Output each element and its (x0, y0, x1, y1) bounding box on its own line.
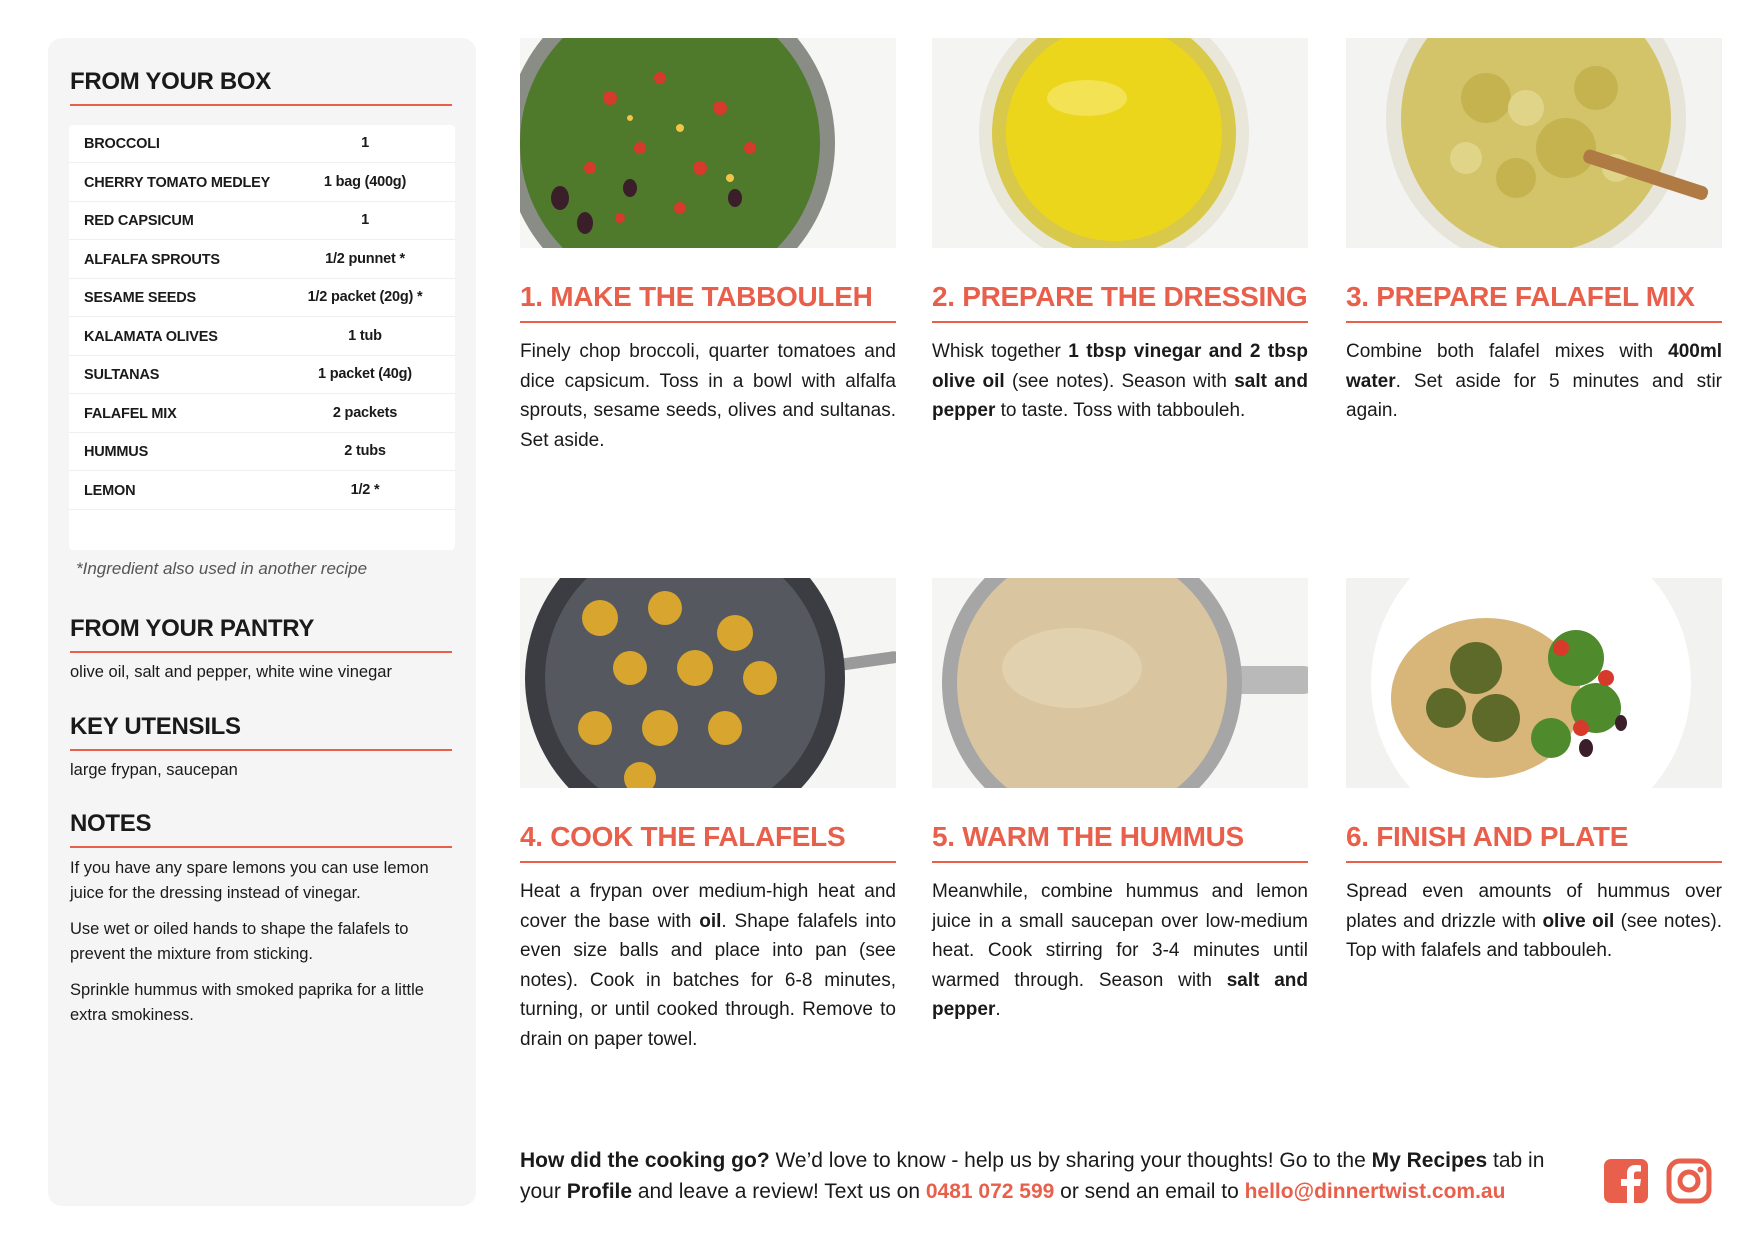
ingredient-name: KALAMATA OLIVES (84, 328, 218, 345)
ingredient-name: CHERRY TOMATO MEDLEY (84, 174, 271, 191)
ingredients-panel (48, 38, 476, 1206)
divider (1346, 861, 1722, 863)
profile-link[interactable]: Profile (566, 1180, 633, 1203)
ingredient-row (69, 241, 455, 279)
ingredient-name: HUMMUS (84, 444, 149, 460)
step-4-body (520, 877, 896, 1054)
ingredient-name: SULTANAS (84, 367, 160, 383)
step-6-title: 6. FINISH AND PLATE (1346, 821, 1629, 852)
instagram-icon[interactable] (1666, 1158, 1712, 1204)
instruction-text: Whisk together (932, 341, 1069, 362)
ingredient-quantity: 1 bag (400g) (323, 173, 407, 190)
ingredient-name: ALFALFA SPROUTS (84, 251, 220, 268)
ingredient-name: SESAME SEEDS (84, 290, 197, 306)
ingredient-row (69, 164, 455, 202)
instruction-text: . Shape falafels into even size balls and place into pan (see notes). Cook in batches for 6-8 minutes, turning, or until cooked through. Remove to drain on paper towel. (520, 910, 897, 1050)
ingredient-name: BROCCOLI (84, 136, 160, 152)
divider (70, 846, 452, 848)
ingredient-footnote: *Ingredient also used in another recipe (76, 559, 368, 578)
divider (520, 861, 896, 863)
my-recipes-link[interactable]: My Recipes (1371, 1149, 1488, 1172)
ingredient-name: FALAFEL MIX (84, 405, 177, 422)
divider (932, 861, 1308, 863)
step-2-title: 2. PREPARE THE DRESSING (932, 281, 1308, 312)
ingredient-quantity: 1 tub (348, 327, 382, 344)
utensils-title: KEY UTENSILS (70, 713, 241, 740)
instruction-text: Spread even amounts of hummus over plates and drizzle with (1346, 881, 1722, 932)
ingredient-quantity: 1/2 punnet * (325, 250, 405, 267)
highlighted-ingredient: 400ml water (1346, 341, 1722, 392)
notes-title: NOTES (70, 810, 152, 837)
feedback-text: and leave a review! Text us on (632, 1180, 926, 1203)
ingredient-row (69, 318, 455, 356)
ingredient-row (69, 395, 455, 433)
instruction-text: . (995, 999, 1001, 1020)
instruction-text: (see notes). Top with falafels and tabbouleh. (1346, 910, 1722, 961)
instruction-text: . Set aside for 5 minutes and stir again. (1346, 370, 1722, 421)
step-1-title: 1. MAKE THE TABBOULEH (520, 281, 873, 312)
note-2: Use wet or oiled hands to shape the falafels to prevent the mixture from sticking. (70, 920, 409, 963)
divider (70, 749, 452, 751)
tabbouleh-bowl-photo (520, 38, 896, 248)
from-your-box-title: FROM YOUR BOX (70, 68, 272, 95)
step-5-body (932, 877, 1308, 1025)
instruction-text: Finely chop broccoli, quarter tomatoes and dice capsicum. Toss in a bowl with alfalfa sprouts, sesame seeds, olives and sultanas. Set aside. (520, 341, 896, 451)
step-1-body (520, 337, 896, 455)
instruction-text: Combine both falafel mixes with (1346, 341, 1669, 362)
feedback-text: tab in your (520, 1149, 1545, 1203)
step-3-title: 3. PREPARE FALAFEL MIX (1346, 281, 1695, 312)
instruction-text: to taste. Toss with tabbouleh. (995, 400, 1246, 421)
plated-dish-photo (1346, 578, 1722, 788)
divider (1346, 321, 1722, 323)
dressing-bowl-photo (932, 38, 1308, 248)
divider (70, 651, 452, 653)
pantry-title: FROM YOUR PANTRY (70, 615, 315, 642)
facebook-icon[interactable] (1603, 1158, 1649, 1204)
ingredient-row (69, 202, 455, 240)
step-4-title: 4. COOK THE FALAFELS (520, 821, 846, 852)
ingredient-quantity: 1 packet (40g) (318, 366, 412, 382)
pantry-text: olive oil, salt and pepper, white wine vinegar (70, 663, 392, 681)
feedback-text: We’d love to know - help us by sharing your thoughts! Go to the (769, 1149, 1372, 1172)
ingredient-row (69, 279, 455, 317)
highlighted-ingredient: salt and pepper (932, 969, 1308, 1020)
falafels-frypan-photo (520, 578, 896, 788)
ingredient-quantity: 1 (361, 212, 369, 228)
ingredient-row (69, 125, 455, 163)
ingredient-quantity: 1/2 * (350, 481, 380, 498)
note-3: Sprinkle hummus with smoked paprika for a little extra smokiness. (70, 981, 424, 1024)
ingredient-quantity: 2 packets (332, 404, 398, 421)
ingredient-name: RED CAPSICUM (84, 213, 194, 229)
ingredients-table (69, 125, 455, 550)
divider (70, 104, 452, 106)
ingredient-quantity: 1/2 packet (20g) * (307, 289, 423, 305)
instruction-text: Meanwhile, combine hummus and lemon juice in a small saucepan over low-medium heat. Cook stirring for 3-4 minutes until warmed through. Season with (932, 881, 1308, 991)
feedback-text: or send an email to (1054, 1180, 1245, 1203)
falafel-mix-bowl-photo (1346, 38, 1722, 248)
ingredient-row (69, 356, 455, 394)
highlighted-ingredient: oil (699, 910, 722, 932)
step-5-title: 5. WARM THE HUMMUS (932, 821, 1244, 852)
highlighted-ingredient: salt and pepper (932, 370, 1308, 421)
highlighted-ingredient: olive oil (1542, 910, 1615, 932)
utensils-text: large frypan, saucepan (70, 761, 238, 779)
phone-link[interactable]: 0481 072 599 (925, 1180, 1055, 1203)
feedback-question: How did the cooking go? (520, 1149, 770, 1172)
feedback-message (520, 1145, 1585, 1207)
instruction-text: Heat a frypan over medium-high heat and cover the base with (520, 881, 896, 932)
ingredient-row (69, 433, 455, 471)
ingredient-quantity: 1 (361, 135, 369, 151)
note-1: If you have any spare lemons you can use lemon juice for the dressing instead of vinegar. (70, 859, 429, 902)
hummus-saucepan-photo (932, 578, 1308, 788)
highlighted-ingredient: 1 tbsp vinegar and 2 tbsp olive oil (932, 341, 1309, 392)
ingredient-quantity: 2 tubs (344, 443, 386, 459)
ingredient-row (69, 472, 455, 510)
email-link[interactable]: hello@dinnertwist.com.au (1244, 1180, 1506, 1203)
instruction-text: (see notes). Season with (1004, 370, 1235, 392)
step-6-body (1346, 877, 1722, 966)
step-3-body (1346, 337, 1722, 426)
ingredient-name: LEMON (84, 482, 136, 499)
divider (932, 321, 1308, 323)
step-2-body (932, 337, 1308, 426)
divider (520, 321, 896, 323)
